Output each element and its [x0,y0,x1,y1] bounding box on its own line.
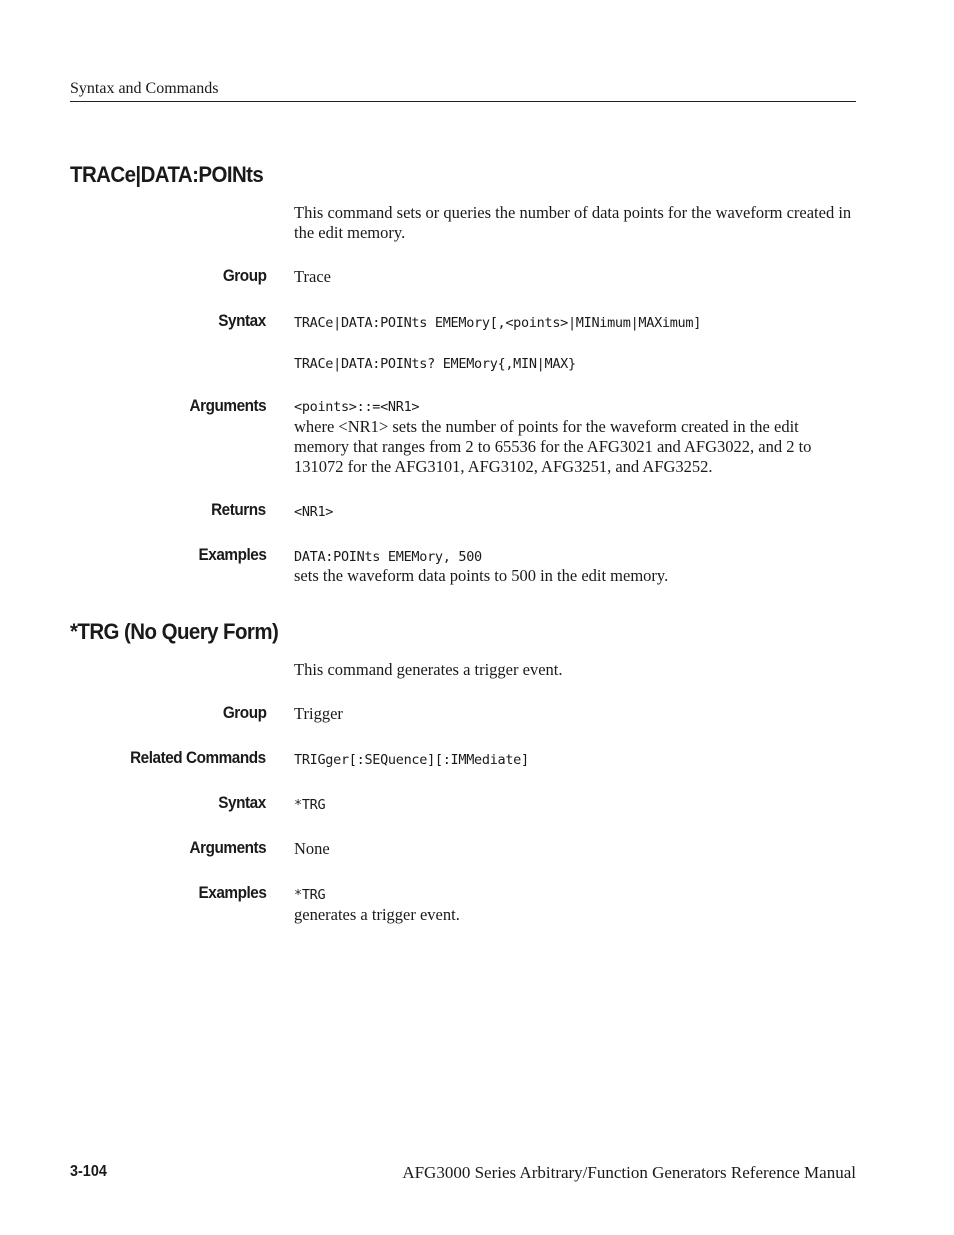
group-value: Trigger [294,704,343,723]
examples-text: generates a trigger event. [294,905,460,924]
examples-code: DATA:POINts EMEMory, 500 [294,549,482,565]
running-header: Syntax and Commands [70,79,856,102]
syntax-label: Syntax [218,793,266,812]
section1-description: This command sets or queries the number of data points for the waveform created in the edit memory. [294,203,852,242]
arguments-code: <points>::=<NR1> [294,399,420,415]
examples-label: Examples [198,883,266,902]
arguments-text: where <NR1> sets the number of points for the waveform created in the edit memory that ranges from 2 to 65536 for the AFG3021 and AFG3022, and 2 to 131072 for the AFG3101, AFG3102, AFG3251, and AFG3252. [294,417,812,476]
arguments-value: None [294,839,330,858]
page-number: 3-104 [70,1163,107,1180]
related-commands-value: TRIGger[:SEQuence][:IMMediate] [294,752,529,768]
group-label: Group [222,266,266,285]
section-title-trg: *TRG (No Query Form) [70,619,279,644]
examples-code: *TRG [294,887,326,903]
syntax-value: *TRG [294,797,326,813]
returns-label: Returns [211,500,266,519]
examples-label: Examples [198,545,266,564]
syntax-label: Syntax [218,311,266,330]
related-commands-label: Related Commands [130,748,266,767]
arguments-label: Arguments [189,838,266,857]
group-value: Trace [294,267,331,286]
returns-value: <NR1> [294,504,334,520]
examples-text: sets the waveform data points to 500 in the edit memory. [294,566,669,585]
section2-description: This command generates a trigger event. [294,660,563,679]
group-label: Group [222,703,266,722]
arguments-label: Arguments [189,396,266,415]
syntax-line-2: TRACe|DATA:POINts? EMEMory{,MIN|MAX} [294,356,576,372]
manual-title: AFG3000 Series Arbitrary/Function Generators Reference Manual [402,1163,856,1182]
syntax-line-1: TRACe|DATA:POINts EMEMory[,<points>|MINimum|MAXimum] [294,315,702,331]
section-title-trace-data-points: TRACe|DATA:POINts [70,162,264,187]
